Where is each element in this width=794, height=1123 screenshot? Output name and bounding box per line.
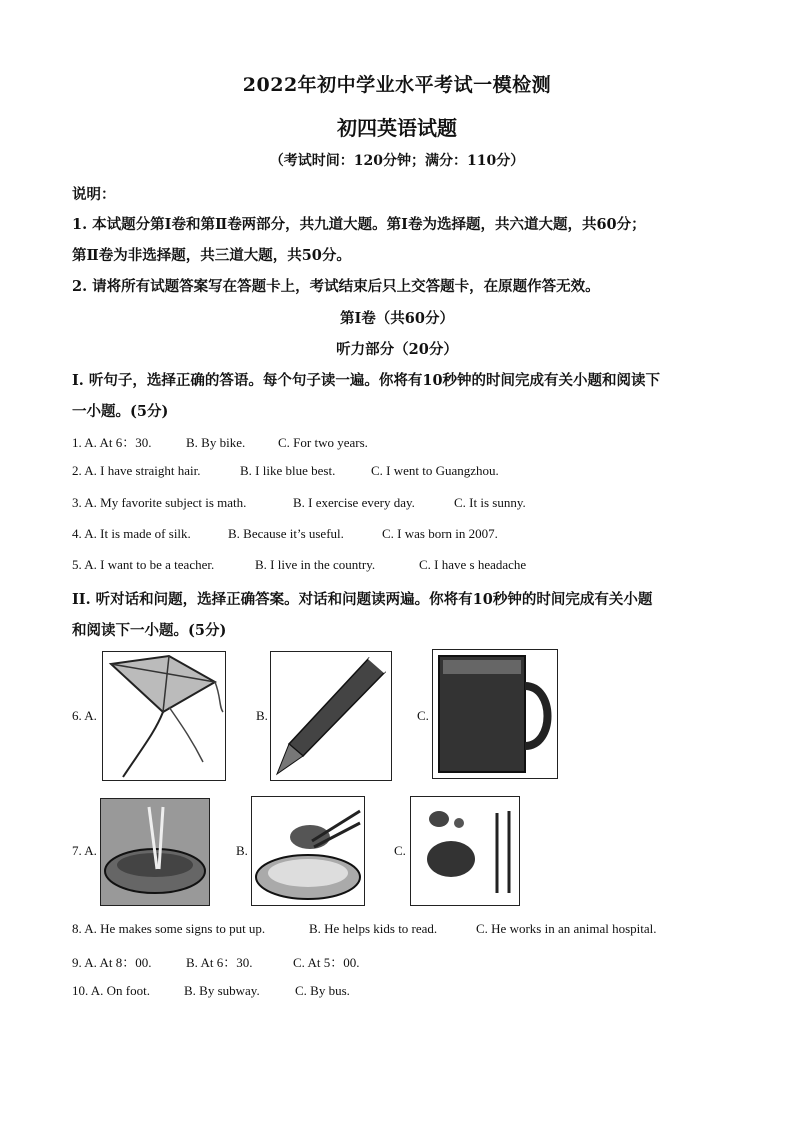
q7-option-c-label[interactable]: C. [394,843,406,858]
q9-option-c[interactable]: C. At 5：00. [293,955,360,970]
part1-heading: 第Ⅰ卷（共60分） [340,310,454,327]
question-1 [72,432,368,451]
exam-subtitle: 初四英语试题 [337,116,457,140]
dumplings-icon [252,797,364,905]
q10-option-a[interactable]: 10. A. On foot. [72,983,150,998]
notes-label: 说明： [72,186,116,203]
q3-option-a[interactable]: 3. A. My favorite subject is math. [72,495,247,510]
notes-line-1: 1. 本试题分第Ⅰ卷和第Ⅱ卷两部分，共九道大题。第Ⅰ卷为选择题，共六道大题，共60分； [72,216,646,233]
q1-option-c[interactable]: C. For two years. [278,435,368,450]
pencil-picture[interactable] [270,651,392,781]
steak-picture[interactable] [410,796,520,906]
question-10 [72,983,350,999]
q6-option-a-label[interactable]: 6. A. [72,708,97,723]
question-3 [72,495,526,511]
q1-option-b[interactable]: B. By bike. [186,435,246,450]
section2-instruction: II. 听对话和问题，选择正确答案。对话和问题读两遍。你将有10秒钟的时间完成有关小题 [72,591,653,608]
notes-line-2: 第Ⅱ卷为非选择题，共三道大题，共50分。 [72,247,351,264]
kite-picture[interactable] [102,651,226,781]
noodles-icon [101,799,209,905]
notes-line-3: 2. 请将所有试题答案写在答题卡上，考试结束后只上交答题卡，在原题作答无效。 [72,278,600,295]
mug-picture[interactable] [432,649,558,779]
q7-option-b-label[interactable]: B. [236,843,248,858]
section1-instruction: I. 听句子，选择正确的答语。每个句子读一遍。你将有10秒钟的时间完成有关小题和阅读下 [72,372,661,389]
exam-title: 2022年初中学业水平考试一模检测 [242,74,552,96]
dumplings-picture[interactable] [251,796,365,906]
question-8 [72,921,657,937]
q4-option-c[interactable]: C. I was born in 2007. [382,526,498,541]
q8-option-b[interactable]: B. He helps kids to read. [309,921,438,936]
section1-instruction-cont: 一小题。(5分) [72,403,169,420]
q7-option-a-label[interactable]: 7. A. [72,843,97,858]
q10-option-b[interactable]: B. By subway. [184,983,260,998]
question-9 [72,952,359,971]
q6-option-b-label[interactable]: B. [256,708,268,723]
q5-option-a[interactable]: 5. A. I want to be a teacher. [72,557,215,572]
q2-option-a[interactable]: 2. A. I have straight hair. [72,463,201,478]
kite-icon [103,652,225,780]
q5-option-c[interactable]: C. I have s headache [419,557,527,572]
steak-icon [411,797,519,905]
question-5 [72,557,526,573]
q8-option-c[interactable]: C. He works in an animal hospital. [476,921,657,936]
exam-info: （考试时间：120分钟；满分：110分） [269,153,525,169]
mug-icon [433,650,557,778]
q6-option-c-label[interactable]: C. [417,708,429,723]
question-2 [72,463,499,479]
q1-option-a[interactable]: 1. A. At 6：30. [72,435,152,450]
q4-option-a[interactable]: 4. A. It is made of silk. [72,526,191,541]
q4-option-b[interactable]: B. Because it’s useful. [228,526,344,541]
section2-instruction-cont: 和阅读下一小题。(5分) [72,622,227,639]
q10-option-c[interactable]: C. By bus. [295,983,350,998]
q2-option-b[interactable]: B. I like blue best. [240,463,336,478]
q3-option-b[interactable]: B. I exercise every day. [293,495,415,510]
q9-option-b[interactable]: B. At 6：30. [186,955,253,970]
listening-heading: 听力部分（20分） [336,341,458,358]
q9-option-a[interactable]: 9. A. At 8：00. [72,955,152,970]
question-4 [72,526,498,542]
q8-option-a[interactable]: 8. A. He makes some signs to put up. [72,921,266,936]
q3-option-c[interactable]: C. It is sunny. [454,495,526,510]
q2-option-c[interactable]: C. I went to Guangzhou. [371,463,499,478]
noodles-picture[interactable] [100,798,210,906]
pencil-icon [271,652,391,780]
q5-option-b[interactable]: B. I live in the country. [255,557,376,572]
